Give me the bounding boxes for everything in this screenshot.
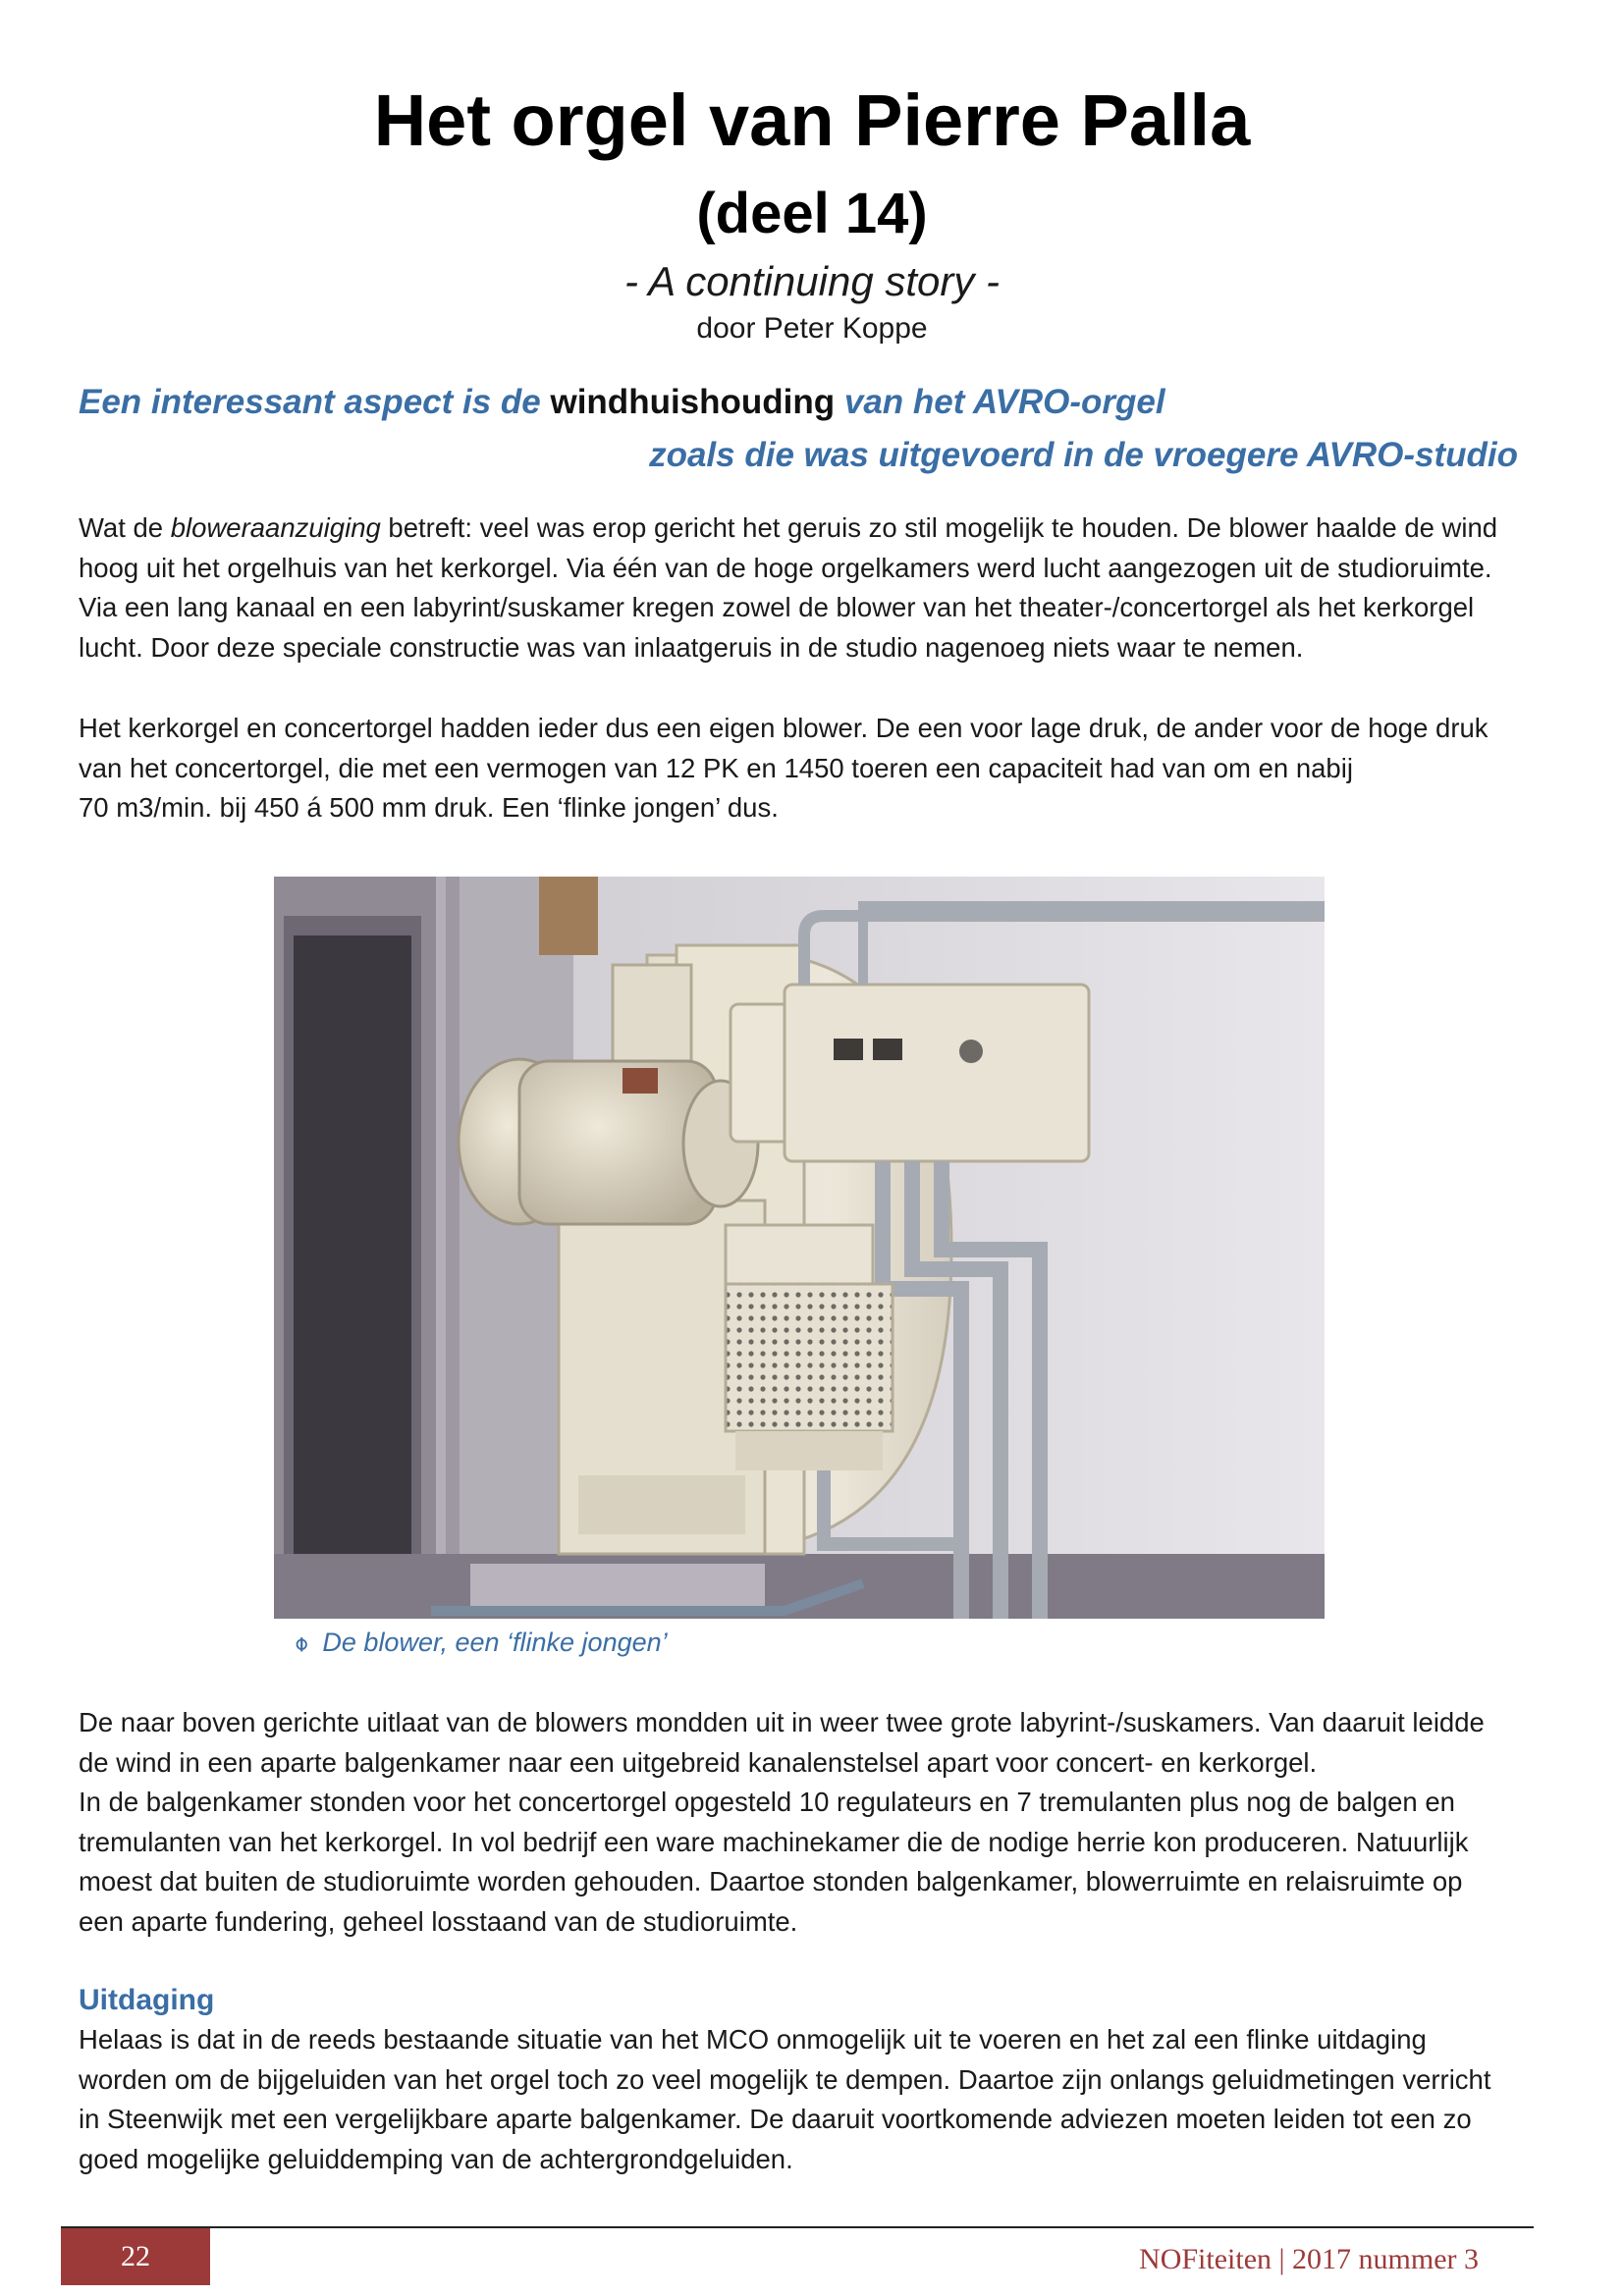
article-subtitle: (deel 14) <box>696 182 928 245</box>
photo-caption-text: De blower, een ‘flinke jongen’ <box>322 1628 668 1657</box>
magazine-issue: NOFiteiten | 2017 nummer 3 <box>1139 2243 1479 2275</box>
paragraph-2-line-2: 70 m3/min. bij 450 á 500 mm druk. Een ‘flinke jongen’ dus. <box>79 792 779 823</box>
footer-divider <box>61 2226 1534 2228</box>
section-heading-uitdaging: Uitdaging <box>79 1984 215 2016</box>
page-number: 22 <box>61 2228 210 2285</box>
paragraph-3 <box>79 1703 1502 1942</box>
lead-emphasis: windhuishouding <box>550 383 836 421</box>
blower-photo-illustration <box>274 877 1325 1619</box>
lead-line-1 <box>79 381 1165 424</box>
camera-icon: ⌽ <box>295 1630 309 1657</box>
lead-text-a: Een interessant aspect is de <box>79 383 551 421</box>
lead-text-b: van het AVRO-orgel <box>835 383 1165 421</box>
article-tagline: - A continuing story - <box>623 258 1001 304</box>
paragraph-4: Helaas is dat in de reeds bestaande situatie van het MCO onmogelijk uit te voeren en het zal een flinke uitdaging worden om de bijgeluiden van het orgel toch zo veel mogelijk te dempen. Daartoe zijn onlangs geluidmetingen verricht in Steenwijk met een vergelijkbare aparte balgenkamer. De daaruit voortkomende adviezen moeten leiden tot een zo goed mogelijke geluiddemping van de achtergrondgeluiden. <box>79 2024 1491 2174</box>
paragraph-2-line-1: Het kerkorgel en concertorgel hadden ieder dus een eigen blower. De een voor lage druk, de ander voor de hoge druk van het concertorgel, die met een vermogen van 12 PK en 1450 toeren een capaciteit had van om en nabij <box>79 713 1489 783</box>
photo-caption <box>295 1625 668 1662</box>
paragraph-3-line-1: De naar boven gerichte uitlaat van de blowers mondden uit in weer twee grote labyrint-/suskamers. Van daaruit leidde de wind in een aparte balgenkamer naar een uitgebreid kanalenstelsel apart voor concert- en kerkorgel. <box>79 1707 1485 1778</box>
paragraph-1-rest: betreft: veel was erop gericht het geruis zo stil mogelijk te houden. De blower haalde de wind hoog uit het orgelhuis van het kerkorgel. Via één van de hoge orgelkamers werd lucht aangezogen uit de studioruimte. Via een lang kanaal en een labyrint/suskamer kregen zowel de blower van het theater-/concertorgel als het kerkorgel lucht. Door deze speciale constructie was van inlaatgeruis in de studio nagenoeg niets waar te nemen. <box>79 512 1498 663</box>
paragraph-2 <box>79 709 1502 828</box>
article-byline: door Peter Koppe <box>696 312 928 345</box>
paragraph-3-line-2: In de balgenkamer stonden voor het concertorgel opgesteld 10 regulateurs en 7 tremulanten plus nog de balgen en tremulanten van het kerkorgel. In vol bedrijf een ware machinekamer die de nodige herrie kon produceren. Natuurlijk moest dat buiten de studioruimte worden gehouden. Daartoe stonden balgenkamer, blowerruimte en relaisruimte op een aparte fundering, geheel losstaand van de studioruimte. <box>79 1787 1469 1937</box>
article-title: Het orgel van Pierre Palla <box>373 80 1251 161</box>
blower-photo <box>274 877 1325 1619</box>
paragraph-1 <box>79 508 1502 667</box>
paragraph-1-emphasis: bloweraanzuiging <box>170 512 381 543</box>
lead-line-2: zoals die was uitgevoerd in de vroegere AVRO-studio <box>649 436 1518 474</box>
paragraph-1-start: Wat de <box>79 512 171 543</box>
